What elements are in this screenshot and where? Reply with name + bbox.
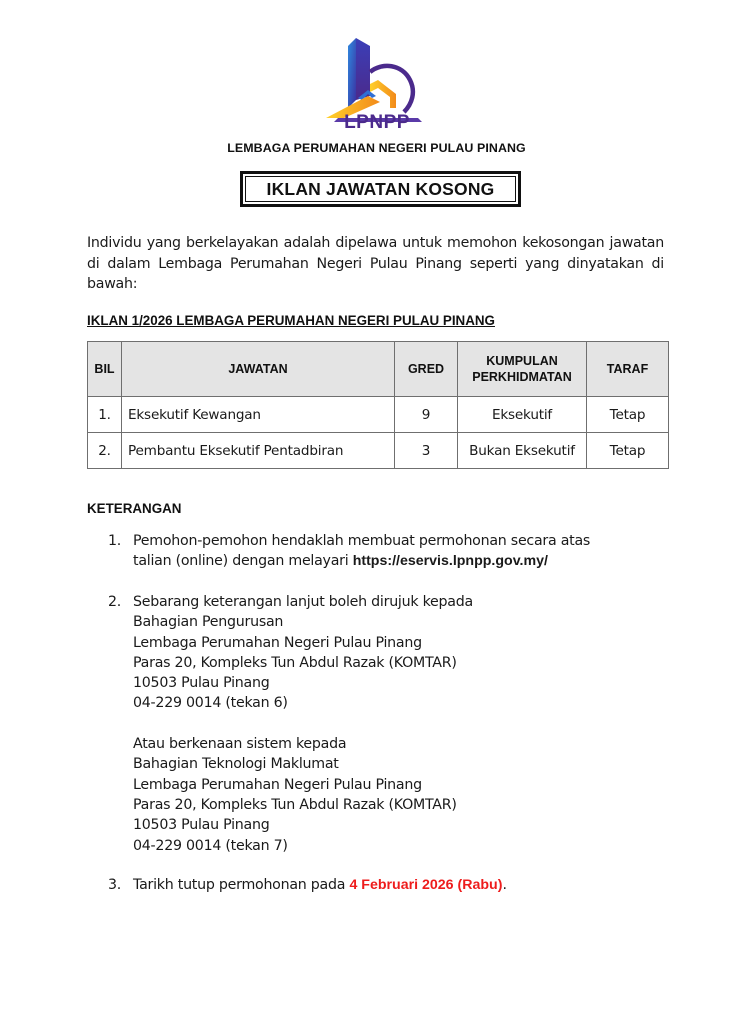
cell-taraf: Tetap [587,433,669,469]
header-bil: BIL [88,342,122,397]
closing-date: 4 Februari 2026 (Rabu) [349,877,503,893]
contact2-line: Lembaga Perumahan Negeri Pulau Pinang [133,776,422,793]
contact2-line: Paras 20, Kompleks Tun Abdul Razak (KOMTAR) [133,796,457,813]
item1-line2 [133,551,668,571]
contact1-line: Lembaga Perumahan Negeri Pulau Pinang [133,634,422,651]
page-title: IKLAN JAWATAN KOSONG [245,176,516,202]
header-gred: GRED [395,342,458,397]
cell-jawatan: Eksekutif Kewangan [122,397,395,433]
item2-intro: Sebarang keterangan lanjut boleh dirujuk kepada [133,594,473,610]
table-row [88,433,669,469]
item-number: 3. [108,877,122,893]
cell-kumpulan: Eksekutif [458,397,587,433]
contact1-line: Bahagian Pengurusan [133,614,284,631]
keterangan-item-2 [108,592,668,856]
cell-gred: 9 [395,397,458,433]
item-number: 2. [108,594,122,610]
contact1-line: 10503 Pulau Pinang [133,675,270,692]
intro-paragraph: Individu yang berkelayakan adalah dipelawa untuk memohon kekosongan jawatan di dalam Lembaga Perumahan Negeri Pulau Pinang seperti yang dinyatakan di bawah: [87,235,664,292]
item2-alt-intro: Atau berkenaan sistem kepada [133,736,347,753]
cell-taraf: Tetap [587,397,669,433]
application-link[interactable]: https://eservis.lpnpp.gov.my/ [352,553,548,570]
item3-prefix: Tarikh tutup permohonan pada [133,877,350,893]
keterangan-item-1 [108,531,668,572]
cell-jawatan: Pembantu Eksekutif Pentadbiran [122,433,395,469]
header-kumpulan [458,342,587,397]
item1-line2-prefix: talian (online) dengan melayari [133,553,353,570]
header-jawatan: JAWATAN [122,342,395,397]
cell-kumpulan: Bukan Eksekutif [458,433,587,469]
logo-tower-shape [348,38,356,108]
contact1-phone: 04-229 0014 (tekan 6) [133,695,288,712]
keterangan-title: KETERANGAN [87,501,182,516]
vacancy-table [87,341,669,469]
table-row [88,397,669,433]
cell-bil: 1. [88,397,122,433]
cell-gred: 3 [395,433,458,469]
header-kumpulan-line1: KUMPULAN [486,354,558,368]
contact2-phone: 04-229 0014 (tekan 7) [133,837,288,854]
organization-name: LEMBAGA PERUMAHAN NEGERI PULAU PINANG [227,141,526,155]
contact1-line: Paras 20, Kompleks Tun Abdul Razak (KOMTAR) [133,654,457,671]
table-header-row [88,342,669,397]
keterangan-item-3 [108,875,668,895]
item-number: 1. [108,533,122,549]
ad-title: IKLAN 1/2026 LEMBAGA PERUMAHAN NEGERI PULAU PINANG [87,313,495,328]
item3-line [133,875,668,895]
item1-line1: Pemohon-pemohon hendaklah membuat permohonan secara atas [133,533,591,549]
title-box [240,171,521,207]
contact2-line: Bahagian Teknologi Maklumat [133,756,339,773]
item3-suffix: . [502,877,507,893]
cell-bil: 2. [88,433,122,469]
contact2-line: 10503 Pulau Pinang [133,817,270,834]
header-taraf: TARAF [587,342,669,397]
logo-text: LPNPP [344,112,410,133]
spacer [133,714,668,734]
header-kumpulan-line2: PERKHIDMATAN [472,370,572,384]
